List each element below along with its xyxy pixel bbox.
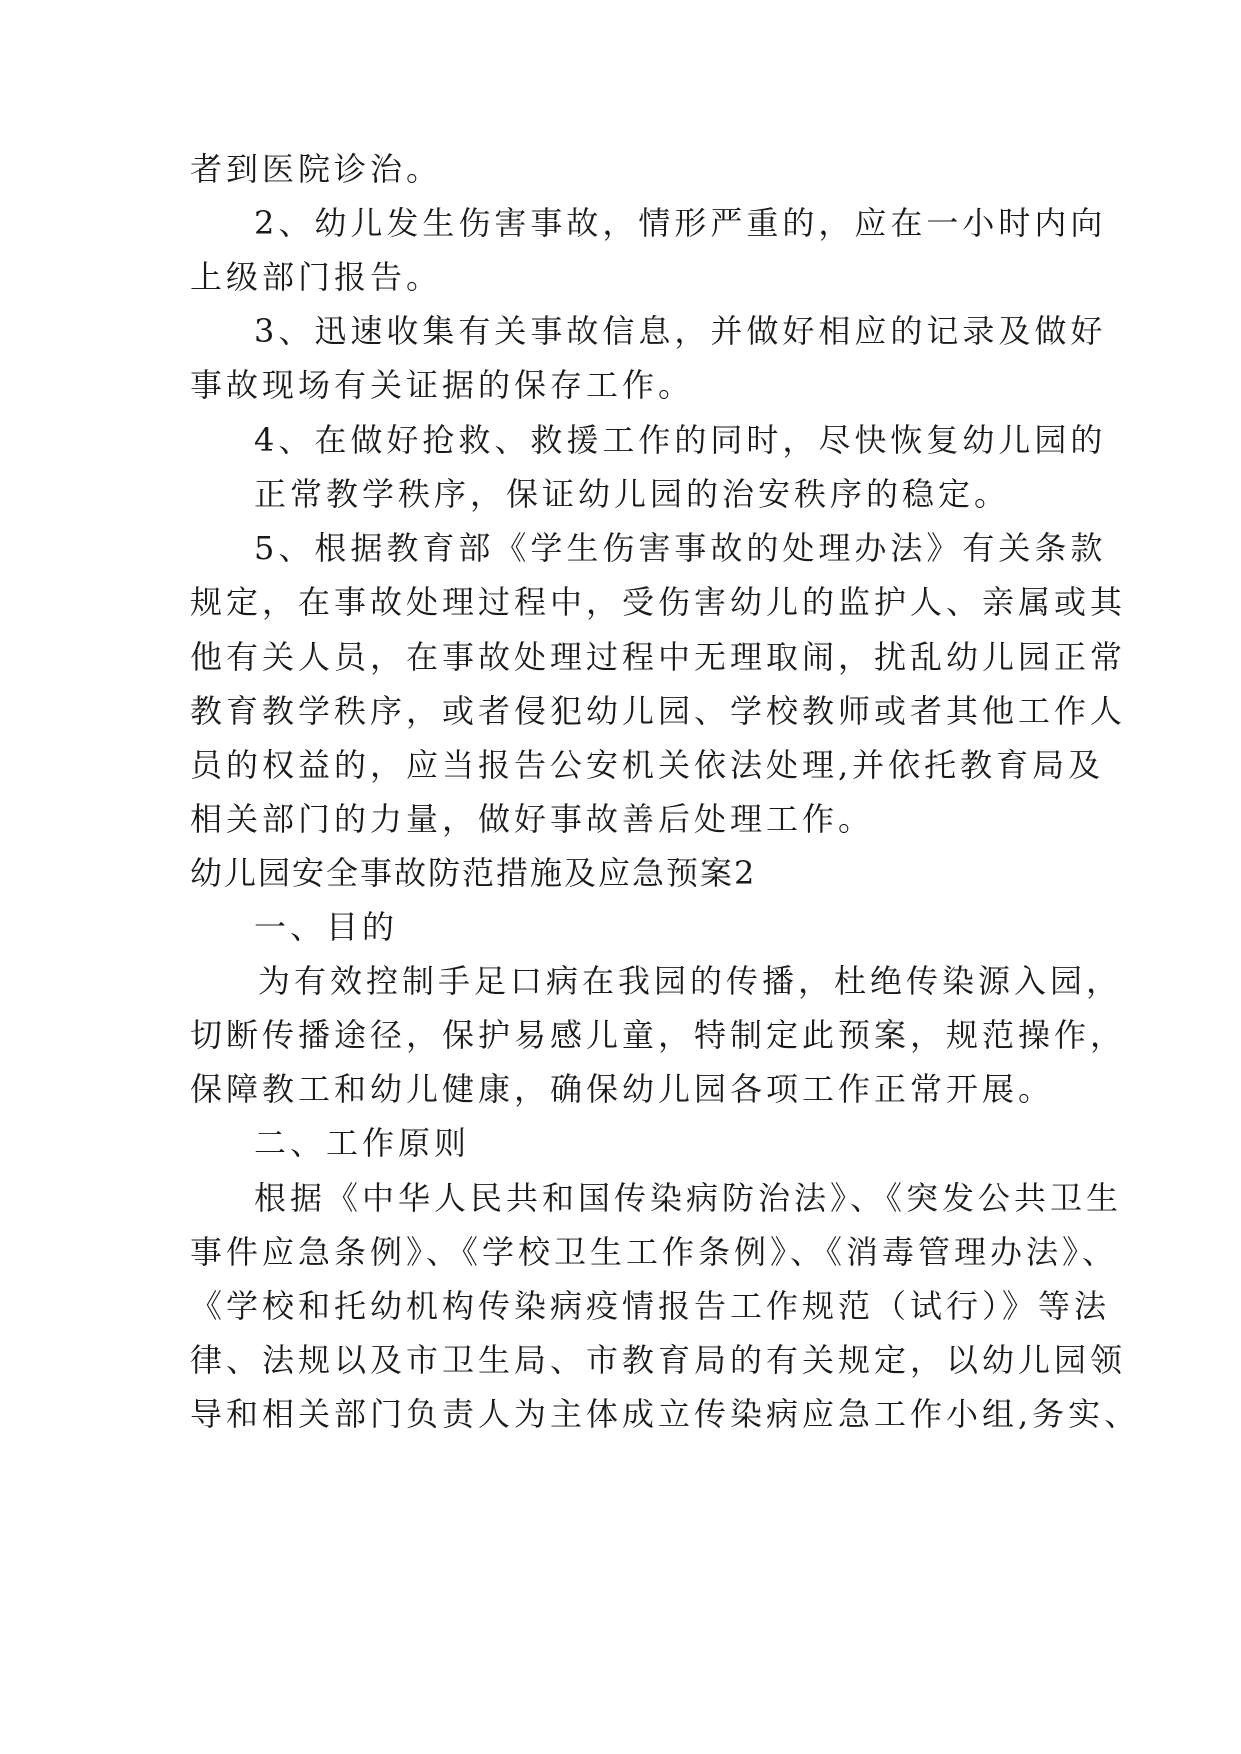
text-line: 3、迅速收集有关事故信息，并做好相应的记录及做好 bbox=[254, 312, 1107, 350]
text-line: 《学校和托幼机构传染病疫情报告工作规范（试行）》等法 bbox=[190, 1287, 1111, 1325]
text-line: 导和相关部门负责人为主体成立传染病应急工作小组,务实、 bbox=[190, 1395, 1141, 1433]
text-line: 相关部门的力量，做好事故善后处理工作。 bbox=[190, 800, 875, 838]
text-line: 5、根据教育部《学生伤害事故的处理办法》有关条款 bbox=[254, 529, 1107, 567]
text-line: 事件应急条例》、《学校卫生工作条例》、《消毒管理办法》、 bbox=[190, 1233, 1119, 1271]
text-line: 规定，在事故处理过程中，受伤害幼儿的监护人、亲属或其 bbox=[190, 583, 1127, 621]
text-line: 正常教学秩序，保证幼儿园的治安秩序的稳定。 bbox=[254, 475, 1011, 513]
text-line: 切断传播途径，保护易感儿童，特制定此预案，规范操作， bbox=[190, 1016, 1127, 1054]
section-heading: 一、目的 bbox=[254, 908, 399, 946]
text-line: 为有效控制手足口病在我园的传播，杜绝传染源入园， bbox=[258, 962, 1123, 1000]
text-line: 2、幼儿发生伤害事故，情形严重的，应在一小时内向 bbox=[254, 204, 1107, 242]
section-heading: 二、工作原则 bbox=[254, 1124, 471, 1162]
text-line: 保障教工和幼儿健康，确保幼儿园各项工作正常开展。 bbox=[190, 1070, 1055, 1108]
text-line: 者到医院诊治。 bbox=[190, 150, 443, 188]
section-title: 幼儿园安全事故防范措施及应急预案2 bbox=[190, 854, 757, 892]
text-line: 教育教学秩序，或者侵犯幼儿园、学校教师或者其他工作人 bbox=[190, 692, 1127, 730]
text-line: 他有关人员，在事故处理过程中无理取闹，扰乱幼儿园正常 bbox=[190, 638, 1127, 676]
text-line: 根据《中华人民共和国传染病防治法》、《突发公共卫生 bbox=[254, 1179, 1123, 1217]
text-line: 律、法规以及市卫生局、市教育局的有关规定，以幼儿园领 bbox=[190, 1341, 1127, 1379]
text-line: 上级部门报告。 bbox=[190, 258, 443, 296]
text-line: 4、在做好抢救、救援工作的同时，尽快恢复幼儿园的 bbox=[254, 421, 1107, 459]
text-line: 事故现场有关证据的保存工作。 bbox=[190, 366, 695, 404]
text-line: 员的权益的，应当报告公安机关依法处理,并依托教育局及 bbox=[190, 746, 1105, 784]
